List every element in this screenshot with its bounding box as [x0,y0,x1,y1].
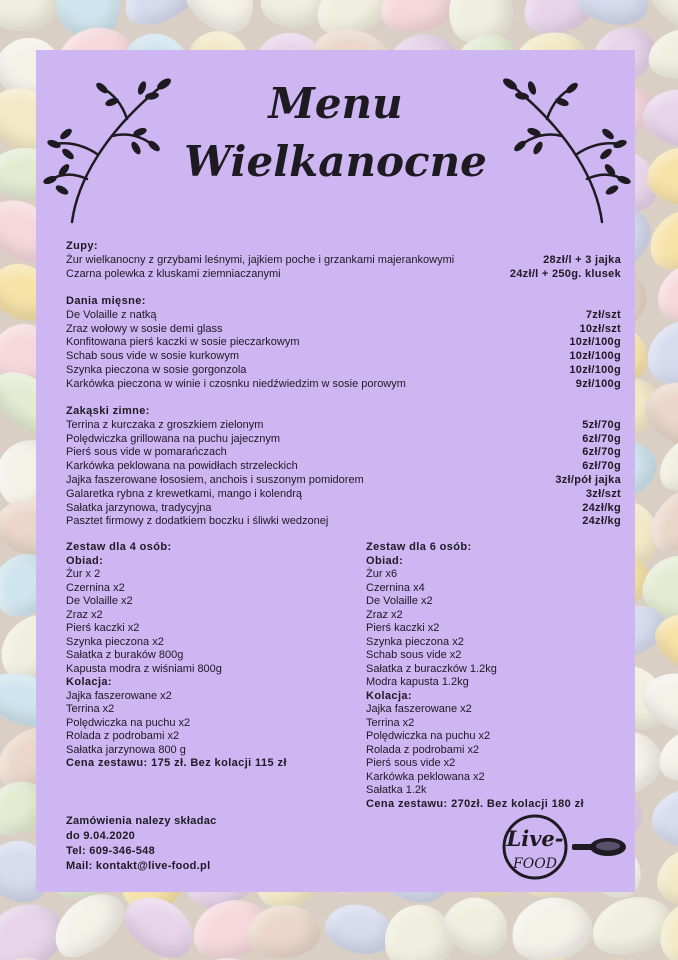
easter-egg-decoration [505,889,599,960]
menu-item: Konfitowana pierś kaczki w sosie pieczarkowym 10zł/100g [66,336,621,349]
list-item: Pierś kaczki x2 [66,622,140,634]
list-item: Sałatka z buraczków 1.2kg [366,662,497,675]
list-item: Jajka faszerowane x2 [66,689,172,702]
menu-title: Menu [268,79,403,128]
list-item: Zraz x2 [366,608,403,621]
list-item: Pierś kaczki x2 [366,622,440,634]
easter-egg-decoration [646,25,678,83]
menu-item: Terrina z kurczaka z groszkiem zielonym 5zł/70g [66,418,621,431]
list-item: Szynka pieczona x2 [366,635,464,648]
list-item: Rolada z podrobami x2 [366,743,480,756]
menu-item: Jajka faszerowane łososiem, anchois i suszonym pomidorem 3zł/pół jajka [66,473,621,486]
zestaw-6-column [366,541,584,811]
list-item: Polędwiczka na puchu x2 [66,716,191,729]
list-item: Karkówka peklowana x2 [366,770,485,783]
menu-panel [36,50,635,892]
kolacja-label: Kolacja: [366,689,412,702]
menu-item: Pasztet firmowy z dodatkiem boczku i śliwki wedzonej 24zł/kg [66,515,621,528]
live-food-logo [498,812,628,882]
easter-egg-decoration [376,0,460,39]
section-heading: Dania mięsne: [66,295,146,307]
list-item: Sałatka 1.2k [366,784,427,796]
zestaw-heading: Zestaw dla 4 osób: [66,541,172,553]
email-link[interactable]: Mail: kontakt@live-food.pl [66,860,211,872]
list-item: Zraz x2 [66,608,103,621]
frying-pan-icon [572,838,626,856]
menu-item: Galaretka rybna z krewetkami, mango i kolendrą 3zł/szt [66,487,621,500]
list-item: Czernina x4 [366,581,425,594]
zestaw-price: Cena zestawu: 175 zł. Bez kolacji 115 zł [66,757,287,769]
zupy-section [66,240,621,281]
list-item: Żur x 2 [66,568,101,580]
menu-item: De Volaille z natką 7zł/szt [66,308,621,321]
menu-item: Pierś sous vide w pomarańczach 6zł/70g [66,446,621,459]
list-item: Szynka pieczona x2 [66,635,164,648]
section-heading: Zakąski zimne: [66,405,150,417]
list-item: Terrina x2 [366,716,415,729]
menu-item: Czarna polewka z kluskami ziemniaczanymi 24zł/l + 250g. klusek [66,267,621,280]
list-item: Żur x6 [366,568,398,580]
order-deadline-text: Zamówienia nalezy składac [66,815,217,827]
list-item: Pierś sous vide x2 [366,757,456,769]
list-item: Sałatka jarzynowa 800 g [66,743,186,756]
menu-item: Żur wielkanocny z grzybami leśnymi, jajkiem poche i grzankami majerankowymi 28zł/l + 3 jajka [66,253,621,266]
logo-text-food: FOOD [513,856,557,872]
zestaw-4-column [66,541,287,771]
easter-egg-decoration [0,0,57,31]
easter-egg-decoration [656,845,678,909]
list-item: Czernina x2 [66,581,125,594]
list-item: Schab sous vide x2 [366,649,462,661]
easter-egg-decoration [649,786,678,853]
menu-item: Karkówka peklowana na powidłach strzeleckich 6zł/70g [66,460,621,473]
zestaw-heading: Zestaw dla 6 osób: [366,541,472,553]
list-item: Terrina x2 [66,703,115,715]
order-info [66,814,217,874]
menu-item: Zraz wołowy w sosie demi glass 10zł/szt [66,322,621,335]
obiad-label: Obiad: [366,554,404,567]
list-item: Rolada z podrobami x2 [66,730,180,742]
list-item: Kapusta modra z wiśniami 800g [66,662,222,675]
menu-item: Schab sous vide w sosie kurkowym 10zł/100g [66,350,621,363]
phone-link[interactable]: Tel: 609-346-548 [66,845,155,857]
menu-subtitle: Wielkanocne [184,137,487,186]
menu-item: Karkówka pieczona w winie i czosnku niedźwiedzim w sosie porowym 9zł/100g [66,377,621,390]
dania-section [66,295,621,392]
zakaski-section [66,405,621,529]
order-date: do 9.04.2020 [66,830,136,842]
menu-item: Sałatka jarzynowa, tradycyjna 24zł/kg [66,501,621,514]
list-item: Polędwiczka na puchu x2 [366,730,491,742]
menu-item: Szynka pieczona w sosie gorgonzola 10zł/100g [66,363,621,376]
obiad-label: Obiad: [66,554,104,567]
list-item: Modra kapusta 1.2kg [366,676,469,688]
list-item: De Volaille x2 [366,595,433,607]
list-item: Jajka faszerowane x2 [366,703,472,715]
list-item: De Volaille x2 [66,595,133,607]
list-item: Sałatka z buraków 800g [66,649,184,661]
logo-text-live: Live- [506,826,564,851]
kolacja-label: Kolacja: [66,676,112,688]
section-heading: Zupy: [66,240,98,252]
menu-item: Polędwiczka grillowana na puchu jajecznym 6zł/70g [66,432,621,445]
zestaw-price: Cena zestawu: 270zł. Bez kolacji 180 zł [366,797,584,810]
